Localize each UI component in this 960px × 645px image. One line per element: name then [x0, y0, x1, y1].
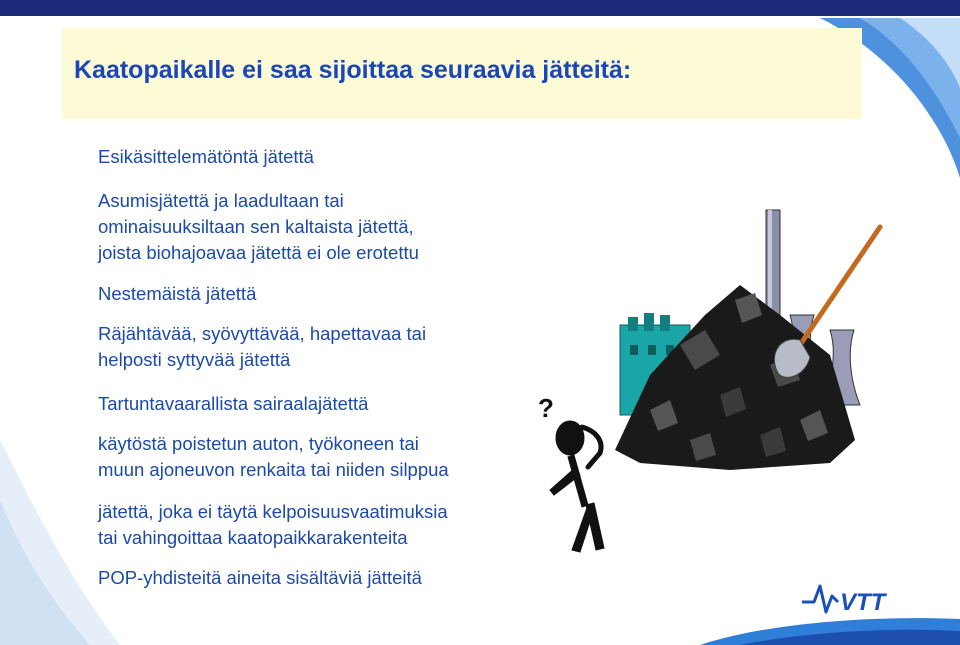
- list-item-line: Nestemäistä jätettä: [98, 283, 257, 304]
- list-item-line: Esikäsittelemätöntä jätettä: [98, 146, 314, 167]
- list-item-line: joista biohajoavaa jätettä ei ole erotettu: [98, 242, 419, 263]
- list-item: [98, 499, 448, 551]
- list-item-line: Asumisjätettä ja laadultaan tai: [98, 190, 344, 211]
- list-item-line: POP-yhdisteitä aineita sisältäviä jätteitä: [98, 567, 422, 588]
- chimney-icon: [766, 210, 780, 320]
- list-item-line: Räjähtävää, syövyttävää, hapettavaa tai: [98, 323, 427, 344]
- slide-title: Kaatopaikalle ei saa sijoittaa seuraavia jätteitä:: [74, 56, 632, 84]
- list-item: [98, 391, 368, 417]
- list-item-line: jätettä, joka ei täytä kelpoisuusvaatimuksia: [98, 501, 448, 522]
- list-item-line: helposti syttyvää jätettä: [98, 349, 291, 370]
- list-item-line: Tartuntavaarallista sairaalajätettä: [98, 393, 369, 414]
- list-item: [98, 431, 449, 483]
- list-item: [98, 144, 314, 170]
- list-item: [98, 281, 256, 307]
- vtt-logo-icon: [800, 578, 910, 618]
- question-mark-icon: ?: [538, 393, 554, 423]
- list-item-line: käytöstä poistetun auton, työkoneen tai: [98, 433, 419, 454]
- list-item-line: ominaisuuksiltaan sen kaltaista jätettä,: [98, 216, 414, 237]
- list-item: [98, 565, 422, 591]
- top-bar: [0, 0, 960, 16]
- list-item-line: muun ajoneuvon renkaita tai niiden silppua: [98, 459, 449, 480]
- waste-illustration: [530, 205, 900, 580]
- list-item-line: tai vahingoittaa kaatopaikkarakenteita: [98, 527, 408, 548]
- confused-person-icon: [550, 421, 604, 552]
- list-item: [98, 321, 426, 373]
- logo-text: VTT: [840, 589, 886, 616]
- list-item: [98, 188, 419, 266]
